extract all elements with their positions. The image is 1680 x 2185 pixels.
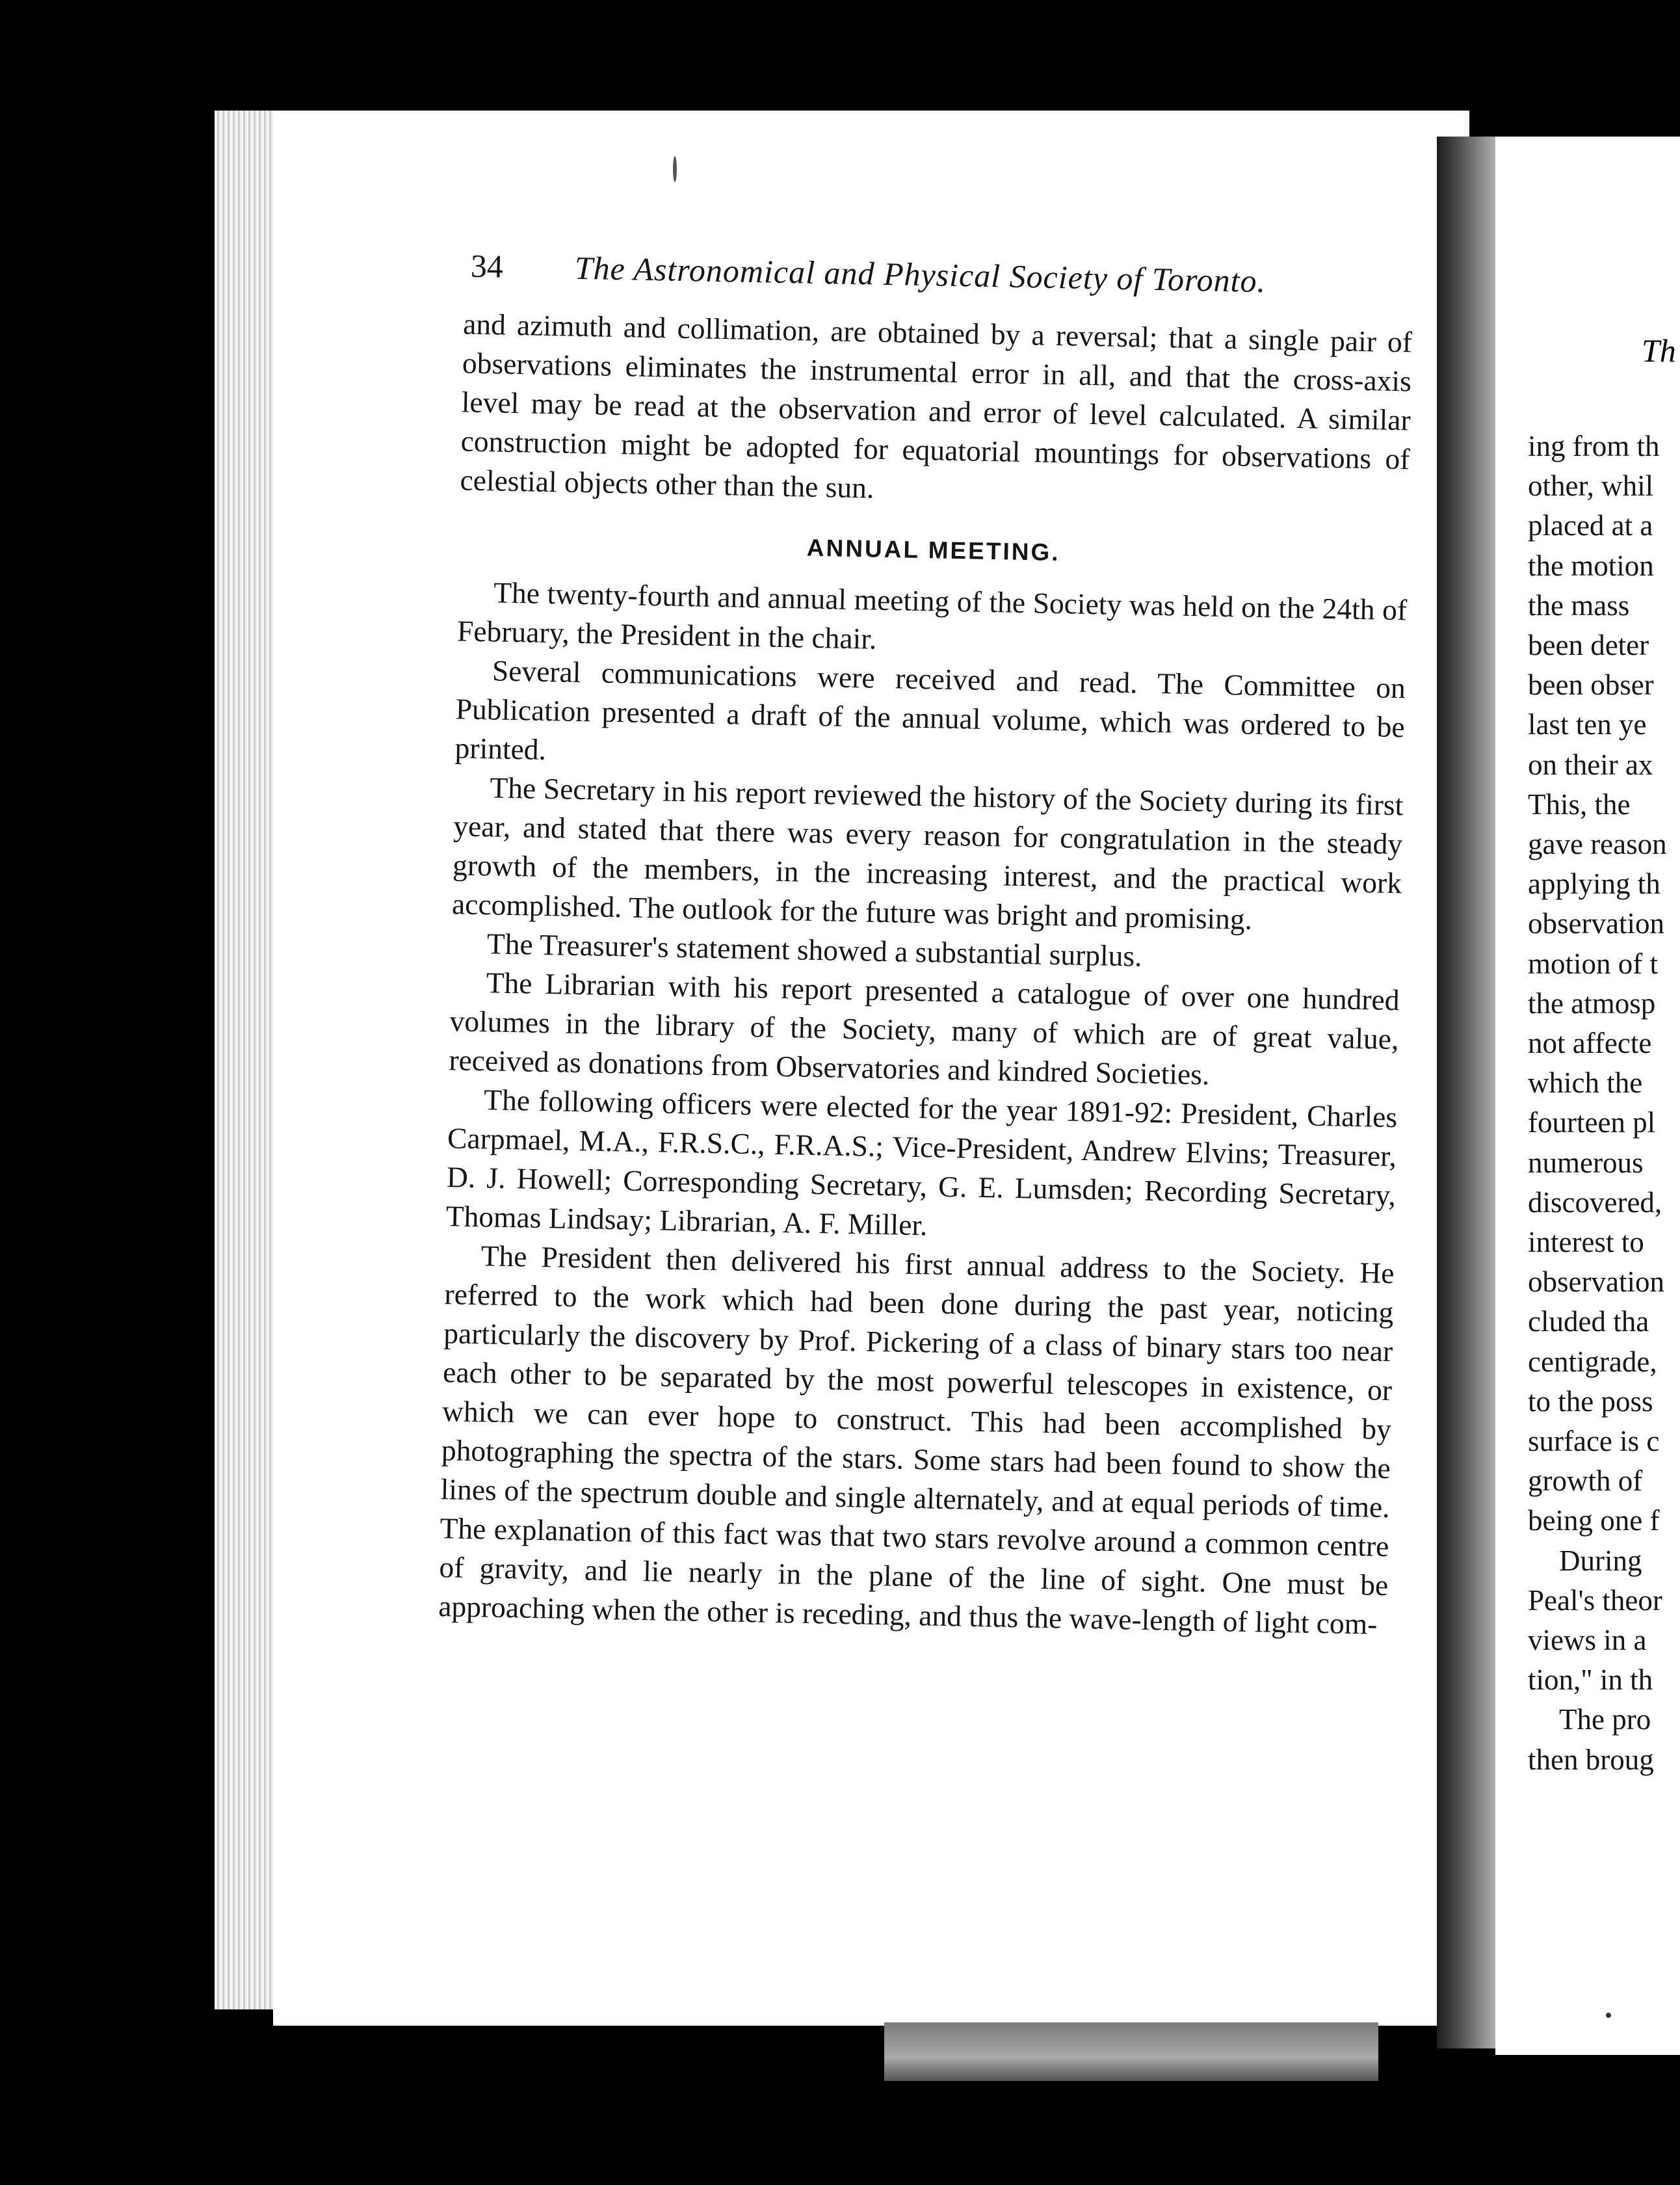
right-page-line: cluded tha [1528,1305,1649,1338]
paragraph: The President then delivered his first annual address to the Society. He referred to the work which had been done during the past year, noticing particularly the discovery by Prof. Pickering of a class of binary stars too near each other to be separated by the most powerful telescopes in existence, or which we can ever hope to construct. This had been accomplished by photographing the spectra of the stars. Some stars had been found to show the lines of the spectrum double and single alternately, and at equal periods of time. The explanation of this fact was that two stars revolve around a common centre of gravity, and lie nearly in the plane of the line of sight. One must be approaching when the other is receding, and thus the wave-length of light com- [438,1239,1395,1641]
right-page-line: numerous [1528,1146,1644,1179]
right-page-line: the atmosp [1528,987,1656,1020]
right-page-line: observation [1528,907,1664,940]
paragraph: The following officers were elected for the year 1891-92: President, Charles Carpmael, M.A., F.R.S.C., F.R.A.S.; Vice-President, Andrew Elvins; Treasurer, D. J. Howell; Corresponding Secretary, G. E. Lumsden; Recording Secretary, Thomas Lindsay; Librarian, A. F. Miller. [445,1083,1398,1242]
running-head-title: The Astronomical and Physical Society of Toronto. [574,249,1267,300]
right-page-line: not affecte [1528,1027,1652,1059]
paragraph: Several communications were received and read. The Committee on Publication presented a draft of the annual volume, which was ordered to be printed. [454,654,1406,766]
right-page-line: tion," in th [1528,1663,1653,1697]
scan-artifact [1606,2013,1611,2018]
paragraph: The twenty-fourth and annual meeting of the Society was held on the 24th of February, the President in the chair. [456,576,1408,656]
right-page-line: been deter [1528,629,1649,661]
right-page-line: other, whil [1528,470,1654,503]
right-page-line: discovered, [1528,1185,1662,1219]
paragraph: The Librarian with his report presented a catalogue of over one hundred volumes in the library of the Society, many of which are of great value, received as donations from Observatories and kindred Societies. [449,966,1400,1091]
right-page-line: placed at a [1528,509,1653,542]
right-page-line: growth of [1528,1464,1643,1498]
right-page-line: surface is c [1528,1425,1660,1457]
right-page-line: on their ax [1528,748,1653,781]
right-page-line: This, the [1528,788,1631,821]
right-page-line: to the poss [1528,1384,1653,1418]
right-page-line: been obser [1528,669,1654,702]
right-page-line: gave reason [1528,828,1667,860]
right-page-line: ing from th [1528,430,1660,462]
page-body [438,304,1413,1644]
paragraph: The Secretary in his report reviewed the history of the Society during its first year, and stated that there was every reason for congratulation in the steady growth of the members, in the increasing interest, and the practical work accomplished. The outlook for the future was bright and promising. [451,771,1404,936]
right-page-line: fourteen pl [1528,1106,1656,1139]
right-page-line: last ten ye [1528,708,1647,741]
scan-artifact [673,156,677,182]
right-page-line: interest to [1528,1226,1644,1258]
right-page-line: being one f [1528,1504,1660,1537]
right-page-line: then broug [1528,1743,1654,1776]
right-page-line: Peal's theor [1528,1583,1662,1617]
right-page-line: The pro [1559,1703,1651,1736]
right-page-line: the mass [1528,589,1630,622]
right-page-line: the motion [1528,549,1654,582]
right-page-line: During [1559,1544,1642,1577]
right-page-line: observation [1528,1265,1664,1299]
right-page-line: centigrade, [1528,1345,1657,1378]
right-page-line: applying th [1528,867,1660,901]
right-page-line: which the [1528,1066,1643,1100]
continued-paragraph: and azimuth and collimation, are obtained by a reversal; that a single pair of observations eliminates the instrumental error in all, and that the cross-axis level may be read at the observation and error of level calculated. A similar construction might be adopted for equatorial mountings for observations of celestial objects other than the sun. [460,307,1413,505]
right-page [1495,137,1680,2055]
right-page-line: views in a [1528,1624,1647,1656]
paragraph: The Treasurer's statement showed a substantial surplus. [486,927,1143,973]
right-running-head: Th [1642,332,1676,369]
page-number: 34 [470,247,504,285]
book-bottom-edge [884,2022,1378,2081]
right-page-line: motion of t [1528,947,1658,980]
section-heading: ANNUAL MEETING. [806,534,1060,566]
